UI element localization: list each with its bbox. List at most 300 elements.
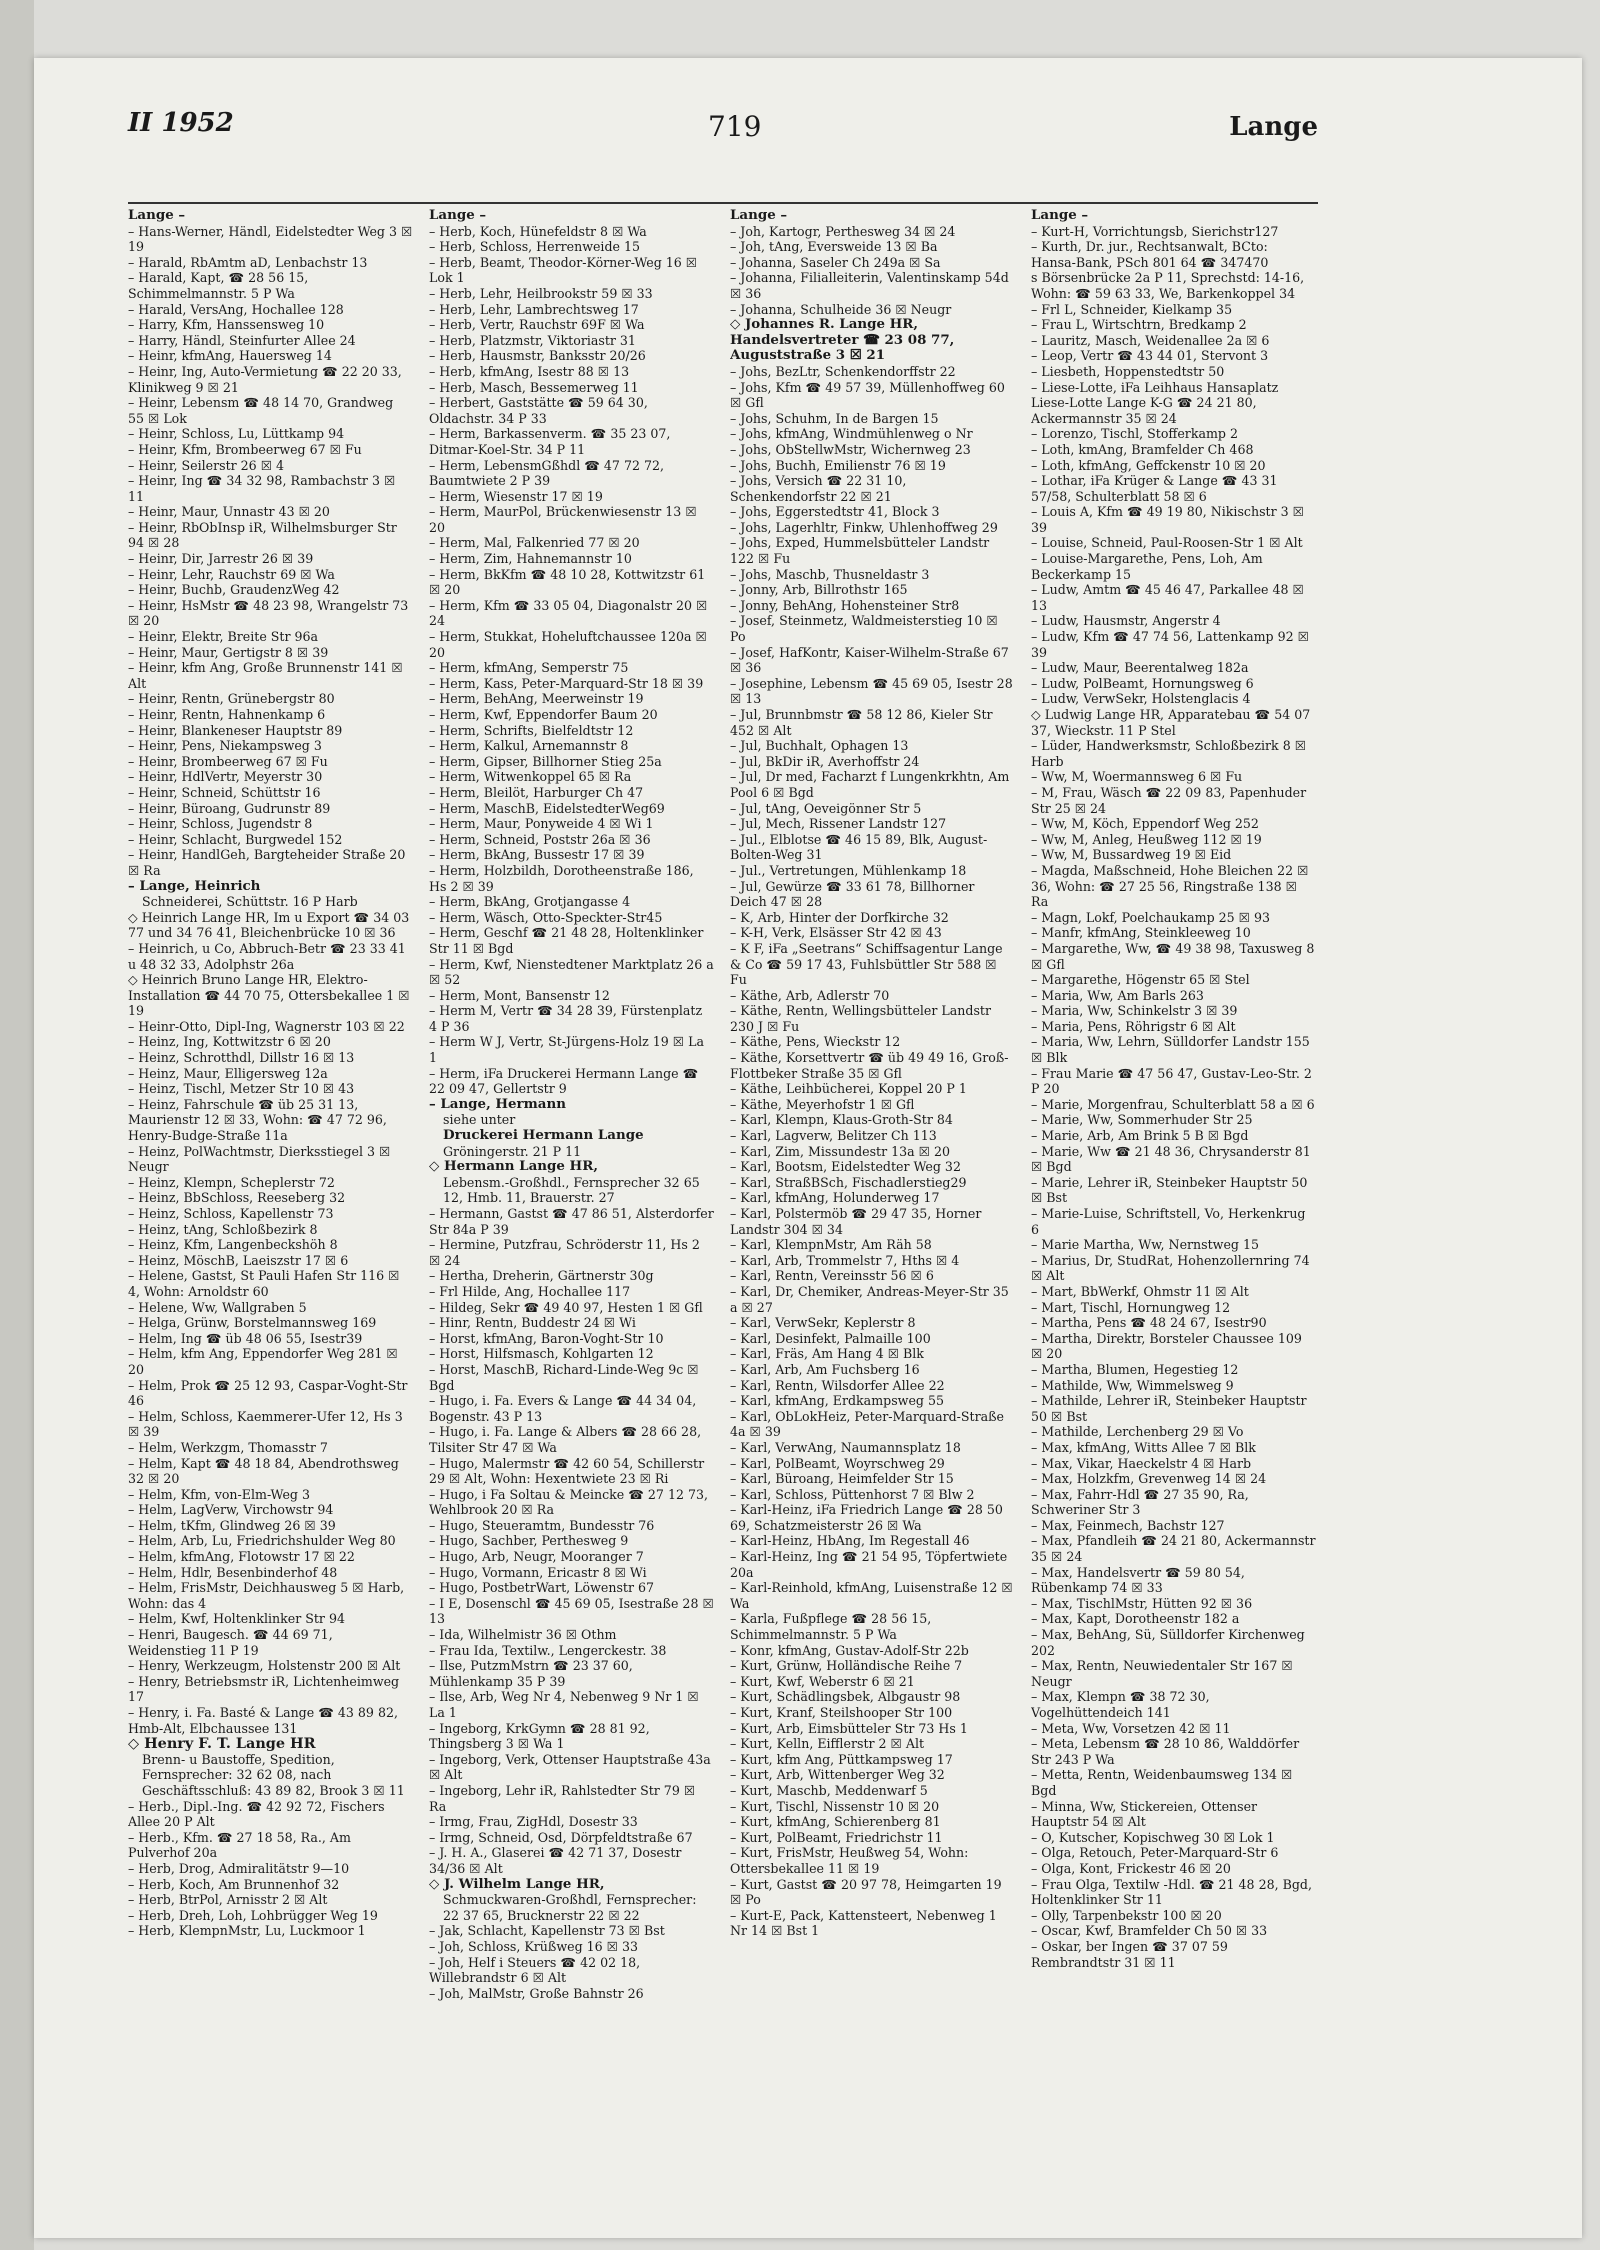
directory-entry: – Kurt, Tischl, Nissenstr 10 ☒ 20 xyxy=(730,1798,940,1814)
directory-entry: – Karl, Schloss, Püttenhorst 7 ☒ Blw 2 xyxy=(730,1486,975,1502)
directory-entry: – Heinr, kfmAng, Hauersweg 14 xyxy=(128,348,332,364)
directory-entry: – Herm, Schrifts, Bielfeldtstr 12 xyxy=(429,722,634,738)
directory-entry: – Max, Handelsvertr ☎ 59 80 54, Rübenkamp 74 ☒ 33 xyxy=(1031,1564,1245,1596)
directory-entry: – Ww, M, Bussardweg 19 ☒ Eid xyxy=(1031,847,1232,863)
directory-entry: – Liese-Lotte, iFa Leihhaus Hansaplatz Liese-Lotte Lange K-G ☎ 24 21 80, Ackermannstr 35 ☒ 24 xyxy=(1031,379,1279,426)
directory-entry: – Henry, Werkzeugm, Holstenstr 200 ☒ Alt xyxy=(128,1658,401,1674)
directory-entry: – Marie, Ww, Sommerhuder Str 25 xyxy=(1031,1112,1253,1128)
directory-entry: – Harald, Kapt, ☎ 28 56 15, Schimmelmannstr. 5 P Wa xyxy=(128,270,309,301)
directory-entry: Lange – xyxy=(128,208,186,223)
directory-entry: – Konr, kfmAng, Gustav-Adolf-Str 22b xyxy=(730,1642,969,1658)
directory-entry: – Frl L, Schneider, Kielkamp 35 xyxy=(1031,301,1233,317)
directory-entry: – Harald, VersAng, Hochallee 128 xyxy=(128,301,344,317)
directory-entry: – Max, Fahrr-Hdl ☎ 27 35 90, Ra, Schweriner Str 3 xyxy=(1031,1486,1249,1518)
directory-entry: – Mart, BbWerkf, Ohmstr 11 ☒ Alt xyxy=(1031,1283,1249,1299)
directory-entry: – Käthe, Meyerhofstr 1 ☒ Gfl xyxy=(730,1096,915,1112)
directory-entry: – Horst, Hilfsmasch, Kohlgarten 12 xyxy=(429,1346,654,1362)
directory-entry: – Herb, Masch, Bessemerweg 11 xyxy=(429,379,639,395)
directory-entry: – Jul, Gewürze ☎ 33 61 78, Billhorner Deich 47 ☒ 28 xyxy=(730,878,975,910)
directory-entry: – Kurt, Maschb, Meddenwarf 5 xyxy=(730,1782,928,1798)
directory-entry: – Helm, Kwf, Holtenklinker Str 94 xyxy=(128,1611,345,1627)
directory-entry: – Helm, LagVerw, Virchowstr 94 xyxy=(128,1502,334,1518)
directory-entry: – Ingeborg, KrkGymn ☎ 28 81 92, Thingsberg 3 ☒ Wa 1 xyxy=(429,1720,650,1752)
directory-entry: – Johs, Versich ☎ 22 31 10, Schenkendorfstr 22 ☒ 21 xyxy=(730,473,907,504)
directory-entry: – Herm, Geschf ☎ 21 48 28, Holtenklinker Str 11 ☒ Bgd xyxy=(429,925,704,956)
directory-entry: – Käthe, Arb, Adlerstr 70 xyxy=(730,987,890,1003)
directory-entry: – Margarethe, Högenstr 65 ☒ Stel xyxy=(1031,972,1250,988)
directory-entry: – Jul, Dr med, Facharzt f Lungenkrkhtn, Am Pool 6 ☒ Bgd xyxy=(730,769,1010,800)
directory-entry: – Joh, MalMstr, Große Bahnstr 26 xyxy=(429,1985,644,2001)
directory-entry: – Herbert, Gaststätte ☎ 59 64 30, Oldachstr. 34 P 33 xyxy=(429,395,648,426)
directory-entry: – Karl-Heinz, iFa Friedrich Lange ☎ 28 50 69, Schatzmeisterstr 26 ☒ Wa xyxy=(730,1502,1003,1533)
directory-entry: – Käthe, Korsettvertr ☎ üb 49 49 16, Groß-Flottbeker Straße 35 ☒ Gfl xyxy=(730,1050,1009,1081)
directory-entry: – Herm, Holzbildh, Dorotheenstraße 186, Hs 2 ☒ 39 xyxy=(429,862,694,894)
directory-entry: – Hugo, Vormann, Ericastr 8 ☒ Wi xyxy=(429,1564,647,1580)
directory-entry: – Heinr, Maur, Gertigstr 8 ☒ 39 xyxy=(128,644,329,660)
directory-entry: – Ludw, VerwSekr, Holstenglacis 4 xyxy=(1031,691,1251,707)
directory-entry: ◇ Heinrich Lange HR, Im u Export ☎ 34 03 77 und 34 76 41, Bleichenbrücke 10 ☒ 36 xyxy=(128,909,410,941)
directory-entry: – Johs, kfmAng, Windmühlenweg o Nr xyxy=(730,426,973,442)
directory-entry: s Börsenbrücke 2a P 11, Sprechstd: 14-16, Wohn: ☎ 59 63 33, We, Barkenkoppel 34 xyxy=(1031,270,1305,301)
directory-entry: – Herm, iFa Druckerei Hermann Lange ☎ 22 09 47, Gellertstr 9 xyxy=(429,1065,699,1097)
directory-entry: – Maria, Pens, Röhrigstr 6 ☒ Alt xyxy=(1031,1018,1236,1034)
scan-margin xyxy=(0,0,34,2250)
directory-entry: – Heinz, Schrotthdl, Dillstr 16 ☒ 13 xyxy=(128,1050,355,1066)
directory-entry: – Herm, Witwenkoppel 65 ☒ Ra xyxy=(429,769,632,785)
directory-columns xyxy=(128,208,1318,2208)
directory-entry: – Helm, Prok ☎ 25 12 93, Caspar-Voght-Str 46 xyxy=(128,1377,408,1409)
directory-entry: – Hildeg, Sekr ☎ 49 40 97, Hesten 1 ☒ Gfl xyxy=(429,1299,703,1315)
directory-entry: – Helene, Ww, Wallgraben 5 xyxy=(128,1299,307,1315)
directory-entry: – Herb, Lehr, Heilbrookstr 59 ☒ 33 xyxy=(429,285,653,301)
directory-entry: – Herb, Schloss, Herrenweide 15 xyxy=(429,239,641,255)
directory-entry: – J. H. A., Glaserei ☎ 42 71 37, Dosestr 34/36 ☒ Alt xyxy=(429,1845,682,1876)
directory-entry: – Helm, tKfm, Glindweg 26 ☒ 39 xyxy=(128,1517,336,1533)
directory-entry: – Karl, VerwAng, Naumannsplatz 18 xyxy=(730,1439,961,1455)
directory-entry: – Olga, Kont, Frickestr 46 ☒ 20 xyxy=(1031,1860,1231,1876)
directory-entry: – Henri, Baugesch. ☎ 44 69 71, Weidenstieg 11 P 19 xyxy=(128,1627,333,1658)
directory-entry: – Karl, Arb, Am Fuchsberg 16 xyxy=(730,1361,920,1377)
directory-entry: – Jul, BkDir iR, Averhoffstr 24 xyxy=(730,753,920,769)
directory-entry: – Harry, Händl, Steinfurter Allee 24 xyxy=(128,332,356,348)
directory-entry: – Heinr, Dir, Jarrestr 26 ☒ 39 xyxy=(128,551,314,567)
column-1 xyxy=(128,208,413,2208)
directory-entry: – Heinr, Blankeneser Hauptstr 89 xyxy=(128,722,343,738)
directory-entry: – Maria, Ww, Lehrn, Sülldorfer Landstr 155 ☒ Blk xyxy=(1031,1034,1310,1066)
directory-entry: – Henry, Betriebsmstr iR, Lichtenheimweg 17 xyxy=(128,1673,400,1705)
directory-entry: – Marius, Dr, StudRat, Hohenzollernring 74 ☒ Alt xyxy=(1031,1252,1310,1284)
directory-entry: – Lange, Hermann xyxy=(429,1095,566,1112)
directory-entry: – Herm, Wäsch, Otto-Speckter-Str45 xyxy=(429,909,663,925)
directory-entry: – Lorenzo, Tischl, Stofferkamp 2 xyxy=(1031,426,1238,442)
directory-entry: – Herb, Dreh, Loh, Lohbrügger Weg 19 xyxy=(128,1907,378,1923)
directory-entry: – Karl, Büroang, Heimfelder Str 15 xyxy=(730,1471,954,1487)
directory-entry: – Karl, Fräs, Am Hang 4 ☒ Blk xyxy=(730,1346,924,1362)
directory-entry: – Louise-Margarethe, Pens, Loh, Am Beckerkamp 15 xyxy=(1031,551,1263,582)
directory-entry: – Heinz, Fahrschule ☎ üb 25 31 13, Maurienstr 12 ☒ 33, Wohn: ☎ 47 72 96, Henry-Budge-Straße 11a xyxy=(128,1096,387,1144)
directory-entry: – O, Kutscher, Kopischweg 30 ☒ Lok 1 xyxy=(1031,1829,1275,1845)
directory-entry: – Kurt, Schädlingsbek, Albgaustr 98 xyxy=(730,1689,961,1705)
directory-entry: – Marie-Luise, Schriftstell, Vo, Herkenkrug 6 xyxy=(1031,1206,1306,1237)
directory-entry: – Heinz, Kfm, Langenbeckshöh 8 xyxy=(128,1237,338,1253)
directory-entry: – Johs, Schuhm, In de Bargen 15 xyxy=(730,410,939,426)
directory-entry: – Joh, tAng, Eversweide 13 ☒ Ba xyxy=(730,239,938,255)
directory-entry: – Heinr, Maur, Unnastr 43 ☒ 20 xyxy=(128,504,330,520)
directory-entry: – Jonny, Arb, Billrothstr 165 xyxy=(730,582,908,598)
directory-entry: – Helm, Kfm, von-Elm-Weg 3 xyxy=(128,1486,310,1502)
directory-entry: – Kurth, Dr. jur., Rechtsanwalt, BCto: Hansa-Bank, PSch 801 64 ☎ 347470 xyxy=(1031,239,1269,270)
directory-entry: – Johanna, Saseler Ch 249a ☒ Sa xyxy=(730,254,941,270)
directory-entry: – Louise, Schneid, Paul-Roosen-Str 1 ☒ Alt xyxy=(1031,535,1303,551)
directory-entry: – Martha, Blumen, Hegestieg 12 xyxy=(1031,1361,1239,1377)
directory-entry: – Karla, Fußpflege ☎ 28 56 15, Schimmelmannstr. 5 P Wa xyxy=(730,1611,932,1643)
directory-entry: – Helm, FrisMstr, Deichhausweg 5 ☒ Harb, Wohn: das 4 xyxy=(128,1580,405,1611)
directory-entry: – Helm, Schloss, Kaemmerer-Ufer 12, Hs 3 ☒ 39 xyxy=(128,1408,403,1440)
directory-entry: – Ludw, Hausmstr, Angerstr 4 xyxy=(1031,613,1221,629)
directory-entry: – Ww, M, Köch, Eppendorf Weg 252 xyxy=(1031,816,1259,832)
directory-entry: – Heinr, Rentn, Hahnenkamp 6 xyxy=(128,707,326,722)
header-rule xyxy=(128,202,1318,204)
directory-entry: – Marie, Arb, Am Brink 5 B ☒ Bgd xyxy=(1031,1128,1249,1144)
directory-entry: – Herm, Maur, Ponyweide 4 ☒ Wi 1 xyxy=(429,816,654,832)
directory-entry: – Heinr, Seilerstr 26 ☒ 4 xyxy=(128,457,285,473)
directory-entry: – Herb, Hausmstr, Banksstr 20/26 xyxy=(429,348,646,364)
directory-entry: – Helga, Grünw, Borstelmannsweg 169 xyxy=(128,1315,377,1331)
directory-entry: – Kurt, kfmAng, Schierenberg 81 xyxy=(730,1814,941,1830)
directory-entry: – Frau L, Wirtschtrn, Bredkamp 2 xyxy=(1031,317,1247,333)
directory-entry: – Joh, Helf i Steuers ☎ 42 02 18, Willebrandstr 6 ☒ Alt xyxy=(429,1954,641,1986)
directory-entry: – Kurt, Arb, Wittenberger Weg 32 xyxy=(730,1767,945,1783)
directory-entry: – Kurt, Grünw, Holländische Reihe 7 xyxy=(730,1658,963,1674)
directory-entry: – Herm, MaschB, EidelstedterWeg69 xyxy=(429,800,665,816)
directory-entry: – Meta, Ww, Vorsetzen 42 ☒ 11 xyxy=(1031,1720,1231,1736)
directory-entry: – Hugo, Steueramtm, Bundesstr 76 xyxy=(429,1517,655,1533)
directory-entry: – Marie, Morgenfrau, Schulterblatt 58 a ☒ 6 xyxy=(1031,1096,1315,1112)
directory-entry: – Herb, Lehr, Lambrechtsweg 17 xyxy=(429,301,639,317)
directory-entry: – Johs, Eggerstedtstr 41, Block 3 xyxy=(730,504,940,520)
directory-entry: – Joh, Kartogr, Perthesweg 34 ☒ 24 xyxy=(730,223,956,239)
directory-entry: – Frl Hilde, Ang, Hochallee 117 xyxy=(429,1283,631,1299)
directory-entry: – Kurt, Kelln, Eifflerstr 2 ☒ Alt xyxy=(730,1736,925,1752)
directory-entry: – Heinr, Pens, Niekampsweg 3 xyxy=(128,738,322,754)
directory-entry: – Hugo, Malermstr ☎ 42 60 54, Schillerstr 29 ☒ Alt, Wohn: Hexentwiete 23 ☒ Ri xyxy=(429,1455,705,1487)
directory-entry: ◇ Hermann Lange HR, xyxy=(429,1158,598,1175)
directory-entry: – Heinz, Schloss, Kapellenstr 73 xyxy=(128,1206,334,1221)
directory-entry: – Herm, Kwf, Eppendorfer Baum 20 xyxy=(429,707,658,722)
directory-entry: – Leop, Vertr ☎ 43 44 01, Stervont 3 xyxy=(1031,348,1269,364)
directory-entry: – Lauritz, Masch, Weidenallee 2a ☒ 6 xyxy=(1031,332,1270,348)
directory-entry: – Ludw, Kfm ☎ 47 74 56, Lattenkamp 92 ☒ 39 xyxy=(1031,629,1309,660)
directory-entry: – Herm M, Vertr ☎ 34 28 39, Fürstenplatz 4 P 36 xyxy=(429,1003,703,1034)
directory-entry: – Herb, KlempnMstr, Lu, Luckmoor 1 xyxy=(128,1923,366,1939)
directory-entry: – Lange, Heinrich xyxy=(128,877,261,894)
directory-entry: – Kurt, FrisMstr, Heußweg 54, Wohn: Ottersbekallee 11 ☒ 19 xyxy=(730,1845,969,1876)
directory-entry: – Irmg, Frau, ZigHdl, Dosestr 33 xyxy=(429,1814,638,1830)
directory-entry: – Heinr, RbObInsp iR, Wilhelmsburger Str 94 ☒ 28 xyxy=(128,519,397,551)
directory-entry: – Kurt-H, Vorrichtungsb, Sierichstr127 xyxy=(1031,223,1279,239)
directory-entry: – Kurt, Kranf, Steilshooper Str 100 xyxy=(730,1705,953,1720)
directory-entry: – Josef, Steinmetz, Waldmeisterstieg 10 ☒ Po xyxy=(730,613,998,645)
directory-entry: – Johs, Lagerhltr, Finkw, Uhlenhoffweg 29 xyxy=(730,519,998,535)
directory-entry: ◇ Heinrich Bruno Lange HR, Elektro-Installation ☎ 44 70 75, Ottersbekallee 1 ☒ 19 xyxy=(128,972,410,1019)
directory-entry: – Jul, Buchhalt, Ophagen 13 xyxy=(730,738,909,754)
directory-entry: – Hertha, Dreherin, Gärtnerstr 30g xyxy=(429,1268,654,1284)
directory-entry: – Max, Holzkfm, Grevenweg 14 ☒ 24 xyxy=(1031,1471,1267,1487)
directory-entry: – Hugo, Sachber, Perthesweg 9 xyxy=(429,1533,629,1549)
directory-entry: – Heinr, Buchb, GraudenzWeg 42 xyxy=(128,582,340,598)
directory-entry: – Josef, HafKontr, Kaiser-Wilhelm-Straße 67 ☒ 36 xyxy=(730,644,1009,676)
directory-entry: – Jul., Elblotse ☎ 46 15 89, Blk, August-Bolten-Weg 31 xyxy=(730,831,988,863)
directory-entry: – Max, Rentn, Neuwiedentaler Str 167 ☒ Neugr xyxy=(1031,1658,1293,1689)
directory-entry: – Hugo, i Fa Soltau & Meincke ☎ 27 12 73, Wehlbrook 20 ☒ Ra xyxy=(429,1486,709,1518)
directory-entry: – Helm, Werkzgm, Thomasstr 7 xyxy=(128,1439,328,1455)
directory-entry: – Olga, Retouch, Peter-Marquard-Str 6 xyxy=(1031,1845,1279,1861)
directory-entry: – Helm, Arb, Lu, Friedrichshulder Weg 80 xyxy=(128,1533,396,1549)
directory-entry: – Karl, Polstermöb ☎ 29 47 35, Horner Landstr 304 ☒ 34 xyxy=(730,1206,982,1237)
directory-entry: – Hans-Werner, Händl, Eidelstedter Weg 3 ☒ 19 xyxy=(128,223,413,255)
directory-entry: – Hermine, Putzfrau, Schröderstr 11, Hs 2 ☒ 24 xyxy=(429,1237,700,1268)
directory-entry: – Heinr, HandlGeh, Bargteheider Straße 20 ☒ Ra xyxy=(128,847,406,878)
directory-entry: – Heinr, Schneid, Schüttstr 16 xyxy=(128,784,321,800)
directory-entry: – Karl, KlempnMstr, Am Räh 58 xyxy=(730,1237,932,1253)
directory-entry: – Johs, Kfm ☎ 49 57 39, Müllenhoffweg 60 ☒ Gfl xyxy=(730,379,1005,411)
directory-entry: – Hugo, PostbetrWart, Löwenstr 67 xyxy=(429,1580,655,1596)
directory-entry: – Max, kfmAng, Witts Allee 7 ☒ Blk xyxy=(1031,1439,1256,1455)
directory-entry: – Max, Vikar, Haeckelstr 4 ☒ Harb xyxy=(1031,1455,1252,1471)
directory-entry: – Herm, Kass, Peter-Marquard-Str 18 ☒ 39 xyxy=(429,675,704,691)
directory-entry: siehe unter xyxy=(443,1112,516,1128)
directory-entry: – Herm, Barkassenverm. ☎ 35 23 07, Ditmar-Koel-Str. 34 P 11 xyxy=(429,426,671,457)
directory-entry: – Magda, Maßschneid, Hohe Bleichen 22 ☒ 36, Wohn: ☎ 27 25 56, Ringstraße 138 ☒ Ra xyxy=(1031,862,1309,910)
directory-entry: – Käthe, Pens, Wieckstr 12 xyxy=(730,1034,901,1050)
directory-entry: – Herm, Stukkat, Hoheluftchaussee 120a ☒ 20 xyxy=(429,629,707,660)
directory-entry: – Liesbeth, Hoppenstedtstr 50 xyxy=(1031,363,1225,379)
directory-entry: – Hugo, Arb, Neugr, Mooranger 7 xyxy=(429,1549,644,1565)
directory-entry: – Max, Feinmech, Bachstr 127 xyxy=(1031,1517,1225,1533)
directory-entry: – Hermann, Gastst ☎ 47 86 51, Alsterdorfer Str 84a P 39 xyxy=(429,1206,714,1237)
directory-entry: – Karl, Arb, Trommelstr 7, Hths ☒ 4 xyxy=(730,1252,960,1268)
directory-entry: – Karl, Lagverw, Belitzer Ch 113 xyxy=(730,1128,937,1144)
directory-entry: – Max, Kapt, Dorotheenstr 182 a xyxy=(1031,1611,1240,1627)
directory-entry: – Ingeborg, Verk, Ottenser Hauptstraße 43a ☒ Alt xyxy=(429,1751,711,1783)
directory-entry: – Käthe, Rentn, Wellingsbütteler Landstr 230 J ☒ Fu xyxy=(730,1003,992,1034)
directory-entry: – Max, TischlMstr, Hütten 92 ☒ 36 xyxy=(1031,1595,1253,1611)
directory-entry: – Heinz, MöschB, Laeiszstr 17 ☒ 6 xyxy=(128,1252,349,1268)
directory-entry: – Joh, Schloss, Krüßweg 16 ☒ 33 xyxy=(429,1938,638,1954)
directory-entry: – Karl, VerwSekr, Keplerstr 8 xyxy=(730,1315,916,1331)
directory-entry: – Johs, BezLtr, Schenkendorffstr 22 xyxy=(730,363,956,379)
directory-entry: – Heinr, HsMstr ☎ 48 23 98, Wrangelstr 73 ☒ 20 xyxy=(128,597,409,629)
directory-entry: – Herb, BtrPol, Arnisstr 2 ☒ Alt xyxy=(128,1892,328,1908)
directory-entry: – Johs, Exped, Hummelsbütteler Landstr 122 ☒ Fu xyxy=(730,535,990,567)
directory-entry: – Ww, M, Woermannsweg 6 ☒ Fu xyxy=(1031,769,1243,785)
directory-entry: – Heinr, Lebensm ☎ 48 14 70, Grandweg 55 ☒ Lok xyxy=(128,395,394,426)
directory-entry: – Kurt, Kwf, Weberstr 6 ☒ 21 xyxy=(730,1673,915,1689)
running-head: Lange xyxy=(1229,112,1318,142)
directory-entry: – Heinz, Maur, Elligersweg 12a xyxy=(128,1065,328,1081)
directory-entry: – Max, Klempn ☎ 38 72 30, Vogelhüttendeich 141 xyxy=(1031,1689,1210,1720)
column-3 xyxy=(730,208,1015,2208)
directory-entry: – Karl, Dr, Chemiker, Andreas-Meyer-Str 35 a ☒ 27 xyxy=(730,1283,1009,1315)
directory-entry: – Karl, kfmAng, Erdkampsweg 55 xyxy=(730,1393,944,1409)
directory-entry: – Kurt, Arb, Eimsbütteler Str 73 Hs 1 xyxy=(730,1720,968,1736)
directory-entry: – Heinr, Schloss, Lu, Lüttkamp 94 xyxy=(128,426,345,442)
directory-entry: – Karl-Heinz, Ing ☎ 21 54 95, Töpfertwiete 20a xyxy=(730,1549,1008,1580)
directory-entry: – Heinz, Ing, Kottwitzstr 6 ☒ 20 xyxy=(128,1034,331,1050)
directory-entry: – Kurt, Gastst ☎ 20 97 78, Heimgarten 19 ☒ Po xyxy=(730,1876,1002,1908)
directory-entry: – Heinr, Rentn, Grünebergstr 80 xyxy=(128,691,335,707)
directory-entry: – Herm, Kwf, Nienstedtener Marktplatz 26 a ☒ 52 xyxy=(429,956,714,988)
directory-entry: – Horst, kfmAng, Baron-Voght-Str 10 xyxy=(429,1330,664,1346)
directory-entry: – Maria, Ww, Am Barls 263 xyxy=(1031,987,1204,1003)
directory-entry: Schneiderei, Schüttstr. 16 P Harb xyxy=(142,894,358,910)
directory-entry: – Heinrich, u Co, Abbruch-Betr ☎ 23 33 41 u 48 32 33, Adolphstr 26a xyxy=(128,940,406,972)
directory-entry: – Heinr, HdlVertr, Meyerstr 30 xyxy=(128,769,323,785)
directory-entry: – Karl, kfmAng, Holunderweg 17 xyxy=(730,1190,940,1206)
directory-entry: – Loth, kmAng, Bramfelder Ch 468 xyxy=(1031,441,1254,457)
directory-entry: – K F, iFa „Seetrans“ Schiffsagentur Lange & Co ☎ 59 17 43, Fuhlsbüttler Str 588 ☒ Fu xyxy=(730,940,1003,988)
directory-entry: – Ilse, PutzmMstrn ☎ 23 37 60, Mühlenkamp 35 P 39 xyxy=(429,1658,633,1689)
directory-entry: – Lothar, iFa Krüger & Lange ☎ 43 31 57/58, Schulterblatt 58 ☒ 6 xyxy=(1031,473,1278,504)
directory-entry: – Heinr, Lehr, Rauchstr 69 ☒ Wa xyxy=(128,566,335,582)
directory-entry: – Harald, RbAmtm aD, Lenbachstr 13 xyxy=(128,254,368,270)
directory-entry: – K, Arb, Hinter der Dorfkirche 32 xyxy=(730,909,949,925)
directory-entry: Lebensm.-Großhdl., Fernsprecher 32 65 12, Hmb. 11, Brauerstr. 27 xyxy=(443,1174,700,1206)
directory-entry: Gröningerstr. 21 P 11 xyxy=(443,1143,582,1159)
directory-entry: – Margarethe, Ww, ☎ 49 38 98, Taxusweg 8 ☒ Gfl xyxy=(1031,940,1315,972)
directory-entry: – Karl, StraßBSch, Fischadlerstieg29 xyxy=(730,1174,967,1190)
directory-entry: – Helene, Gastst, St Pauli Hafen Str 116 ☒ 4, Wohn: Arnoldstr 60 xyxy=(128,1268,400,1299)
directory-entry: – Karl, Bootsm, Eidelstedter Weg 32 xyxy=(730,1159,961,1175)
directory-entry: – Manfr, kfmAng, Steinkleeweg 10 xyxy=(1031,925,1251,941)
directory-entry: – Jul., Vertretungen, Mühlenkamp 18 xyxy=(730,862,967,878)
directory-entry: – Herb, Koch, Hünefeldstr 8 ☒ Wa xyxy=(429,223,647,239)
directory-entry: – Helm, Hdlr, Besenbinderhof 48 xyxy=(128,1564,338,1580)
directory-entry: – Johanna, Filialleiterin, Valentinskamp 54d ☒ 36 xyxy=(730,270,1009,301)
volume-year: II 1952 xyxy=(128,108,234,138)
directory-entry: – Heinr, Büroang, Gudrunstr 89 xyxy=(128,800,331,816)
directory-entry: – Ww, M, Anleg, Heußweg 112 ☒ 19 xyxy=(1031,831,1262,847)
directory-entry: – Karl, ObLokHeiz, Peter-Marquard-Straße 4a ☒ 39 xyxy=(730,1408,1005,1440)
directory-entry: – Herm, Zim, Hahnemannstr 10 xyxy=(429,551,632,567)
directory-entry: – Johanna, Schulheide 36 ☒ Neugr xyxy=(730,301,952,317)
directory-entry: – Marie, Lehrer iR, Steinbeker Hauptstr 50 ☒ Bst xyxy=(1031,1174,1308,1206)
directory-entry: – Maria, Ww, Schinkelstr 3 ☒ 39 xyxy=(1031,1003,1238,1019)
directory-entry: – Heinr, Ing ☎ 34 32 98, Rambachstr 3 ☒ 11 xyxy=(128,473,396,504)
directory-entry: – Ingeborg, Lehr iR, Rahlstedter Str 79 ☒ Ra xyxy=(429,1782,696,1814)
directory-entry: – Herm, LebensmGßhdl ☎ 47 72 72, Baumtwiete 2 P 39 xyxy=(429,457,665,489)
directory-entry: – M, Frau, Wäsch ☎ 22 09 83, Papenhuder Str 25 ☒ 24 xyxy=(1031,784,1307,816)
directory-entry: – Marie Martha, Ww, Nernstweg 15 xyxy=(1031,1237,1260,1253)
directory-entry: – Jonny, BehAng, Hohensteiner Str8 xyxy=(730,597,960,613)
directory-entry: – Oscar, Kwf, Bramfelder Ch 50 ☒ 33 xyxy=(1031,1923,1268,1939)
directory-entry: – Meta, Lebensm ☎ 28 10 86, Walddörfer Str 243 P Wa xyxy=(1031,1736,1300,1767)
directory-entry: – Heinz, Klempn, Scheplerstr 72 xyxy=(128,1174,335,1190)
directory-entry: – Johs, Maschb, Thusneldastr 3 xyxy=(730,566,930,582)
directory-entry: – K-H, Verk, Elsässer Str 42 ☒ 43 xyxy=(730,925,942,941)
directory-entry: – Heinr, Schlacht, Burgwedel 152 xyxy=(128,831,343,847)
directory-entry: – Herm, BehAng, Meerweinstr 19 xyxy=(429,691,644,707)
directory-entry: Lange – xyxy=(429,208,487,223)
directory-entry: – Oskar, ber Ingen ☎ 37 07 59 Rembrandtstr 31 ☒ 11 xyxy=(1031,1938,1228,1970)
directory-entry: ◇ Johannes R. Lange HR, Handelsvertreter ☎ 23 08 77, Auguststraße 3 ☒ 21 xyxy=(730,316,955,364)
directory-entry: – Frau Olga, Textilw -Hdl. ☎ 21 48 28, Bgd, Holtenklinker Str 11 xyxy=(1031,1876,1312,1908)
directory-entry: – Herm, Kalkul, Arnemannstr 8 xyxy=(429,738,629,754)
directory-entry: – Herm, Bleilöt, Harburger Ch 47 xyxy=(429,784,644,800)
directory-entry: – Metta, Rentn, Weidenbaumsweg 134 ☒ Bgd xyxy=(1031,1767,1293,1798)
directory-entry: – Hugo, i. Fa. Evers & Lange ☎ 44 34 04, Bogenstr. 43 P 13 xyxy=(429,1393,697,1424)
directory-entry: – Herb, Beamt, Theodor-Körner-Weg 16 ☒ Lok 1 xyxy=(429,254,698,286)
column-2 xyxy=(429,208,714,2208)
directory-entry: – Jul, Mech, Rissener Landstr 127 xyxy=(730,816,947,832)
directory-entry: Lange – xyxy=(730,208,788,223)
directory-entry: – Herb, Koch, Am Brunnenhof 32 xyxy=(128,1876,340,1892)
directory-entry: – Mathilde, Ww, Wimmelsweg 9 xyxy=(1031,1377,1234,1393)
directory-entry: – Karl, Rentn, Wilsdorfer Allee 22 xyxy=(730,1377,945,1393)
directory-entry: – Horst, MaschB, Richard-Linde-Weg 9c ☒ Bgd xyxy=(429,1361,699,1393)
directory-entry: – Max, Pfandleih ☎ 24 21 80, Ackermannstr 35 ☒ 24 xyxy=(1031,1533,1316,1565)
directory-entry: – Jul, tAng, Oeveigönner Str 5 xyxy=(730,800,922,816)
directory-entry: – Heinr, Brombeerweg 67 ☒ Fu xyxy=(128,753,328,769)
directory-entry: – Irmg, Schneid, Osd, Dörpfeldtstraße 67 xyxy=(429,1829,693,1845)
directory-entry: – Herm, Wiesenstr 17 ☒ 19 xyxy=(429,488,603,504)
directory-entry: – Josephine, Lebensm ☎ 45 69 05, Isestr 28 ☒ 13 xyxy=(730,675,1013,707)
directory-entry: – Ludw, Amtm ☎ 45 46 47, Parkallee 48 ☒ 13 xyxy=(1031,582,1304,613)
directory-entry: – Helm, kfm Ang, Eppendorfer Weg 281 ☒ 20 xyxy=(128,1346,398,1377)
directory-entry: – Heinz, PolWachtmstr, Dierksstiegel 3 ☒ Neugr xyxy=(128,1143,391,1175)
directory-entry: – Karl-Reinhold, kfmAng, Luisenstraße 12 ☒ Wa xyxy=(730,1580,1013,1611)
directory-entry: – Herb., Dipl.-Ing. ☎ 42 92 72, Fischers Allee 20 P Alt xyxy=(128,1798,385,1830)
directory-entry: – Heinr, Ing, Auto-Vermietung ☎ 22 20 33, Klinikweg 9 ☒ 21 xyxy=(128,363,402,395)
directory-entry: – Herb, Vertr, Rauchstr 69F ☒ Wa xyxy=(429,317,645,333)
directory-entry: – Heinz, tAng, Schloßbezirk 8 xyxy=(128,1221,318,1237)
directory-entry: – Heinz, Tischl, Metzer Str 10 ☒ 43 xyxy=(128,1081,355,1097)
directory-entry: – Herm, Mont, Bansenstr 12 xyxy=(429,987,610,1003)
directory-entry: ◇ J. Wilhelm Lange HR, xyxy=(429,1875,605,1892)
directory-entry: – Minna, Ww, Stickereien, Ottenser Hauptstr 54 ☒ Alt xyxy=(1031,1798,1258,1830)
directory-entry: – Herm, Mal, Falkenried 77 ☒ 20 xyxy=(429,535,640,551)
directory-entry: – Hinr, Rentn, Buddestr 24 ☒ Wi xyxy=(429,1315,636,1331)
directory-entry: – Karl, Zim, Missundestr 13a ☒ 20 xyxy=(730,1143,950,1159)
directory-entry: ◇ Ludwig Lange HR, Apparatebau ☎ 54 07 37, Wieckstr. 11 P Stel xyxy=(1031,707,1311,738)
directory-entry: – Ludw, Maur, Beerentalweg 182a xyxy=(1031,660,1249,676)
page-header xyxy=(128,96,1318,146)
directory-entry: – Kurt-E, Pack, Kattensteert, Nebenweg 1 Nr 14 ☒ Bst 1 xyxy=(730,1907,997,1939)
directory-entry: – Martha, Pens ☎ 48 24 67, Isestr90 xyxy=(1031,1315,1267,1331)
column-4 xyxy=(1031,208,1316,2208)
directory-entry: – Herm, MaurPol, Brückenwiesenstr 13 ☒ 20 xyxy=(429,504,697,535)
directory-entry: – Heinr, kfm Ang, Große Brunnenstr 141 ☒ Alt xyxy=(128,660,403,691)
directory-entry: – Käthe, Leihbücherei, Koppel 20 P 1 xyxy=(730,1081,967,1097)
directory-entry: – Frau Ida, Textilw., Lengerckestr. 38 xyxy=(429,1642,667,1658)
directory-entry: – Mathilde, Lerchenberg 29 ☒ Vo xyxy=(1031,1424,1244,1440)
directory-entry: – Helm, Kapt ☎ 48 18 84, Abendrothsweg 32 ☒ 20 xyxy=(128,1455,399,1487)
directory-entry: – Johs, Buchh, Emilienstr 76 ☒ 19 xyxy=(730,457,946,473)
directory-entry: ◇ Henry F. T. Lange HR xyxy=(128,1735,316,1753)
directory-entry: – Heinr, Elektr, Breite Str 96a xyxy=(128,629,319,645)
directory-entry: – Helm, Ing ☎ üb 48 06 55, Isestr39 xyxy=(128,1330,363,1346)
directory-entry: – Lüder, Handwerksmstr, Schloßbezirk 8 ☒ Harb xyxy=(1031,738,1307,769)
directory-entry: – Herb, kfmAng, Isestr 88 ☒ 13 xyxy=(429,363,630,379)
directory-entry: – Max, BehAng, Sü, Sülldorfer Kirchenweg 202 xyxy=(1031,1627,1305,1658)
directory-entry: – Karl, Klempn, Klaus-Groth-Str 84 xyxy=(730,1112,953,1128)
directory-entry: – Martha, Direktr, Borsteler Chaussee 109 ☒ 20 xyxy=(1031,1330,1302,1362)
directory-entry: – Harry, Kfm, Hanssensweg 10 xyxy=(128,317,325,333)
directory-entry: – Louis A, Kfm ☎ 49 19 80, Nikischstr 3 ☒ 39 xyxy=(1031,504,1304,535)
directory-entry: – Ilse, Arb, Weg Nr 4, Nebenweg 9 Nr 1 ☒ La 1 xyxy=(429,1689,699,1720)
directory-entry: – Henry, i. Fa. Basté & Lange ☎ 43 89 82, Hmb-Alt, Elbchaussee 131 xyxy=(128,1705,398,1736)
directory-entry: – Herm, Schneid, Poststr 26a ☒ 36 xyxy=(429,831,651,847)
